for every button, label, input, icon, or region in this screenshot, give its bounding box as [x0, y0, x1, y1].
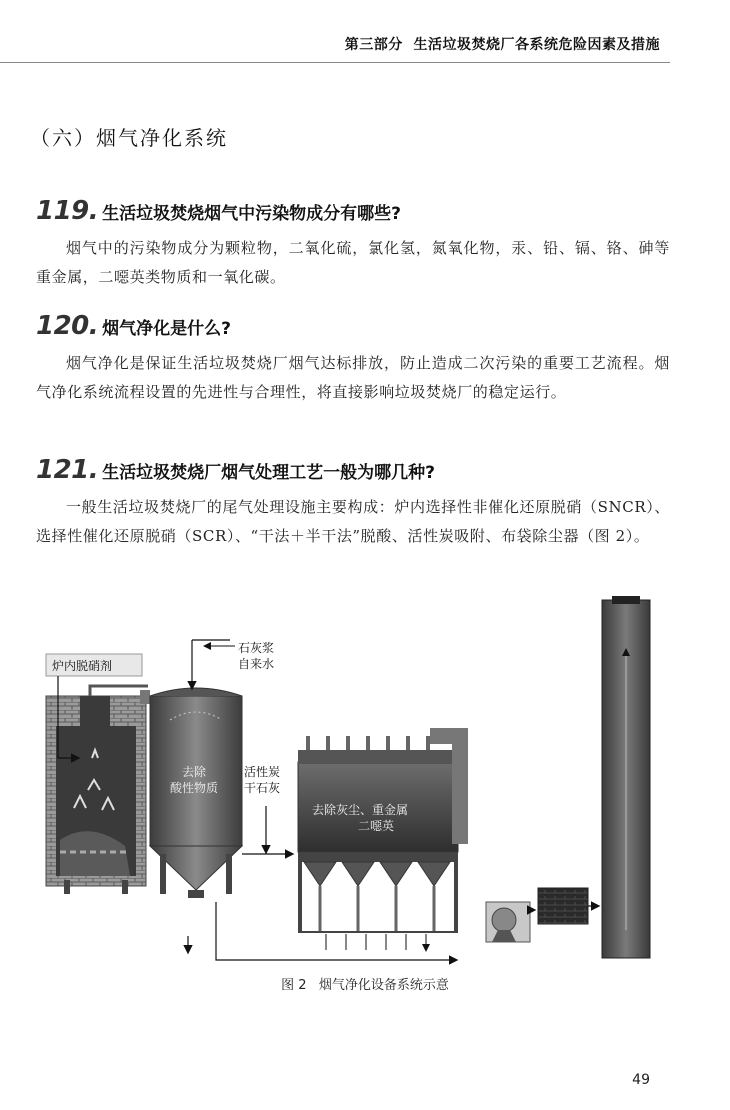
lime-slurry-label: 石灰浆: [238, 641, 275, 655]
question-120: [36, 311, 670, 407]
baghouse-label-2: 二噁英: [358, 819, 395, 833]
running-head: 第三部分 生活垃圾焚烧厂各系统危险因素及措施: [344, 37, 660, 53]
acid-removal-label-2: 酸性物质: [170, 781, 219, 795]
incinerator-furnace: [46, 696, 146, 894]
chimney-stack: [602, 596, 650, 958]
flue-gas-schematic: [30, 590, 670, 1010]
scr-reactor: [538, 888, 588, 924]
denitration-label-box: [46, 654, 142, 676]
figure-flue-gas-system: [30, 590, 670, 1010]
section-title: （六）烟气净化系统: [30, 126, 228, 150]
tap-water-label: 自来水: [238, 657, 275, 671]
answer-paragraph: 一般生活垃圾焚烧厂的尾气处理设施主要构成：炉内选择性非催化还原脱硝（SNCR）、选择性催化还原脱硝（SCR）、“干法＋半干法”脱酸、活性炭吸附、布袋除尘器（图 2）。: [36, 498, 670, 545]
question-number: 119.: [36, 196, 99, 226]
question-title: 生活垃圾焚烧烟气中污染物成分有哪些?: [102, 204, 402, 224]
dry-lime-label: 干石灰: [244, 781, 281, 795]
question-title: 生活垃圾焚烧厂烟气处理工艺一般为哪几种?: [102, 463, 436, 483]
answer-paragraph: 烟气净化是保证生活垃圾焚烧厂烟气达标排放，防止造成二次污染的重要工艺流程。烟气净化系统流程设置的先进性与合理性，将直接影响垃圾焚烧厂的稳定运行。: [36, 354, 670, 401]
answer-paragraph: 烟气中的污染物成分为颗粒物，二氧化硫，氯化氢，氮氧化物，汞、铅、镉、铬、砷等重金属，二噁英类物质和一氧化碳。: [36, 239, 670, 286]
activated-carbon-label: 活性炭: [244, 765, 281, 779]
page-number: 49: [632, 1072, 650, 1088]
question-number: 121.: [36, 455, 99, 485]
question-121: [36, 455, 670, 551]
question-119: [36, 196, 670, 292]
figure-caption: 图 2 烟气净化设备系统示意: [281, 978, 449, 993]
acid-removal-label-1: 去除: [182, 765, 207, 779]
induced-draft-fan: [486, 902, 530, 942]
baghouse-label-1: 去除灰尘、重金属: [312, 803, 409, 817]
header-rule: [0, 62, 670, 63]
question-title: 烟气净化是什么?: [102, 319, 232, 339]
denitration-agent-label: 炉内脱硝剂: [52, 659, 113, 673]
bag-filter: [298, 736, 460, 932]
question-number: 120.: [36, 311, 99, 341]
